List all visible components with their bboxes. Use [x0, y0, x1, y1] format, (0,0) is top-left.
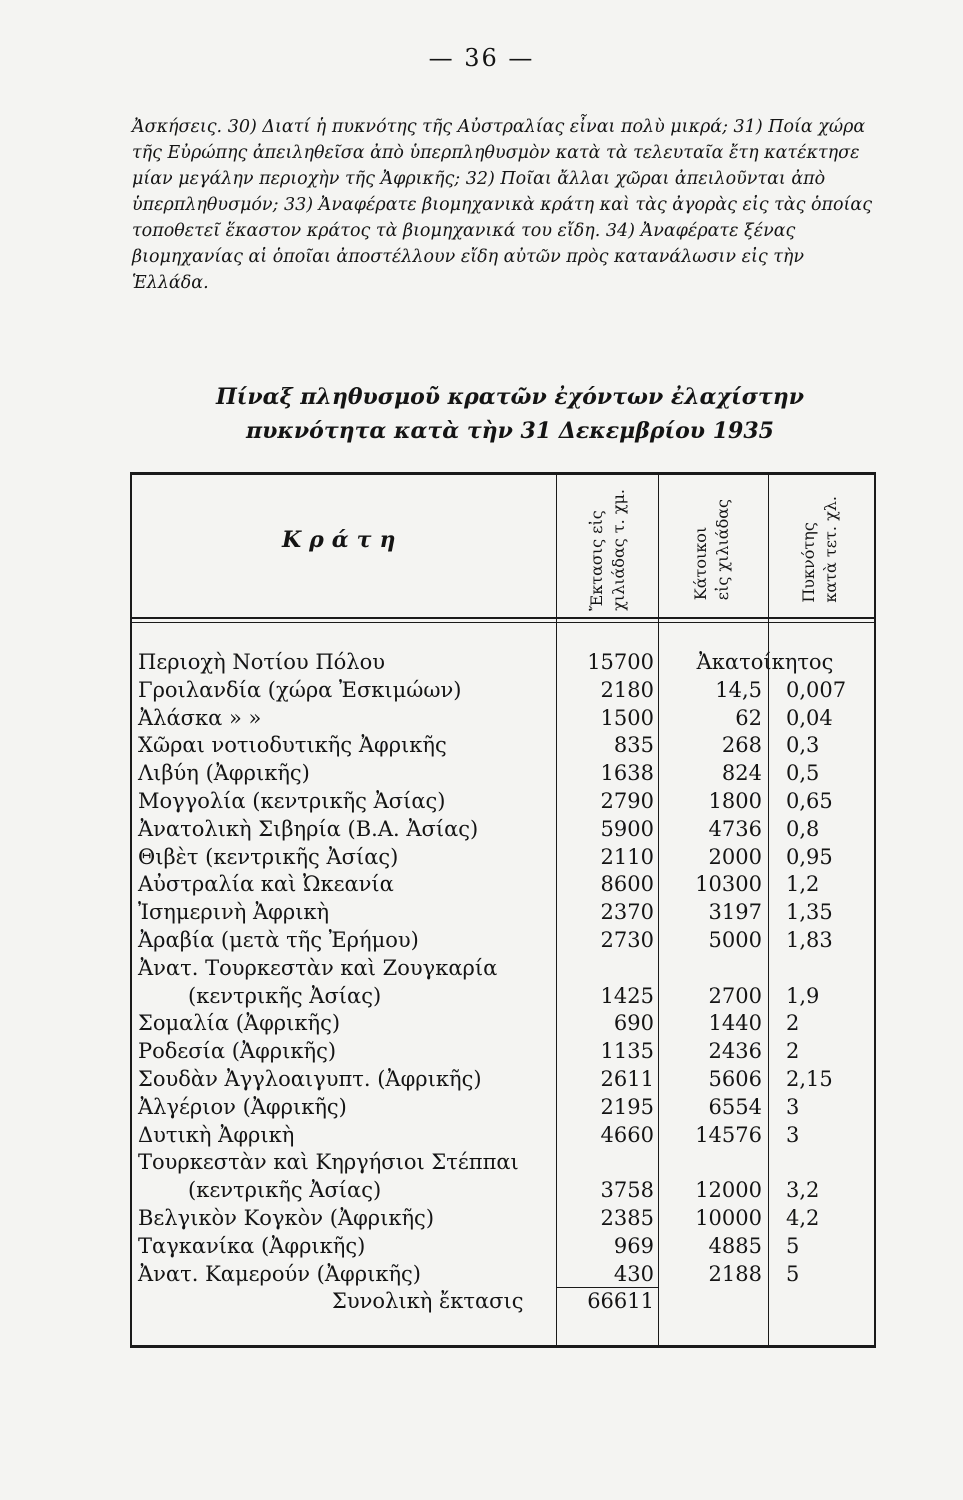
- population-value: 14576: [695, 1122, 762, 1147]
- state-name: Γροιλανδία (χώρα Ἐσκιμώων): [138, 677, 462, 702]
- table-row: [132, 1067, 874, 1095]
- area-value: 4660: [600, 1122, 654, 1147]
- population-value: 2000: [708, 844, 762, 869]
- state-name: Μογγολία (κεντρικῆς Ἀσίας): [138, 788, 446, 813]
- density-value: 3: [786, 1122, 800, 1147]
- exercises-paragraph: [132, 114, 877, 296]
- state-name: Ταγκανίκα (Ἀφρικῆς): [138, 1233, 366, 1258]
- population-value: 10300: [695, 872, 762, 897]
- header-states: Κράτη: [282, 527, 404, 553]
- area-value: 690: [613, 1011, 654, 1036]
- state-name: Βελγικὸν Κογκὸν (Ἀφρικῆς): [138, 1205, 435, 1230]
- page-number: — 36 —: [428, 44, 535, 72]
- density-value: 1,35: [786, 900, 833, 925]
- density-value: 0,5: [786, 761, 820, 786]
- population-value: 1800: [708, 788, 762, 813]
- area-value: 3758: [600, 1178, 654, 1203]
- area-value: 2790: [600, 788, 654, 813]
- population-value: 1440: [708, 1011, 762, 1036]
- header-density-text: Πυκνότης κατὰ τετ. χλ.: [799, 496, 840, 603]
- population-value: 824: [721, 761, 762, 786]
- header-area: [560, 487, 656, 612]
- table-row: [132, 1150, 874, 1178]
- exercises-lead: Ἀσκήσεις.: [132, 117, 223, 137]
- state-name: Ἀλάσκα » »: [138, 705, 262, 730]
- table-row: [132, 789, 874, 817]
- population-value: 14,5: [715, 677, 762, 702]
- state-name: Θιβὲτ (κεντρικῆς Ἀσίας): [138, 844, 399, 869]
- state-name: Αὐστραλία καὶ Ὠκεανία: [138, 872, 394, 897]
- population-table: [130, 472, 876, 1348]
- density-value: 2: [786, 1011, 800, 1036]
- state-name: Τουρκεστὰν καὶ Κηργήσιοι Στέππαι: [138, 1150, 519, 1175]
- density-value: 0,95: [786, 844, 833, 869]
- table-row: [132, 1095, 874, 1123]
- state-name: Ἀνατολικὴ Σιβηρία (Β.Α. Ἀσίας): [138, 816, 479, 841]
- state-name: Περιοχὴ Νοτίου Πόλου: [138, 650, 386, 674]
- population-value: 2700: [708, 983, 762, 1008]
- table-row: [132, 1178, 874, 1206]
- density-value: 1,2: [786, 872, 820, 897]
- population-value: 62: [735, 705, 762, 730]
- area-value: 2730: [600, 927, 654, 952]
- total-rule: [556, 1287, 658, 1288]
- density-value: 5: [786, 1261, 800, 1286]
- density-value: 5: [786, 1233, 800, 1258]
- table-row: [132, 1206, 874, 1234]
- header-area-text: Ἔκτασις εἰς χιλιάδας τ. χμ.: [587, 488, 628, 611]
- table-row: [132, 984, 874, 1012]
- table-row: [132, 706, 874, 734]
- state-name: Ἀνατ. Καμερούν (Ἀφρικῆς): [138, 1261, 421, 1286]
- state-name: Σουδὰν Ἀγγλοαιγυπτ. (Ἀφρικῆς): [138, 1066, 482, 1091]
- density-value: 4,2: [786, 1205, 820, 1230]
- area-value: 2195: [600, 1094, 654, 1119]
- population-value: 5000: [708, 927, 762, 952]
- table-row: [132, 956, 874, 984]
- table-row: [132, 900, 874, 928]
- area-value: 430: [613, 1261, 654, 1286]
- density-value: 2,15: [786, 1066, 833, 1091]
- table-row: [132, 761, 874, 789]
- population-value: 4885: [708, 1233, 762, 1258]
- table-row: [132, 845, 874, 873]
- density-value: 1,9: [786, 983, 820, 1008]
- area-value: 969: [613, 1233, 654, 1258]
- density-value: 2: [786, 1039, 800, 1064]
- area-value: 1638: [600, 761, 654, 786]
- area-value: 2385: [600, 1205, 654, 1230]
- table-title-line2: πυκνότητα κατὰ τὴν 31 Δεκεμβρίου 1935: [246, 418, 774, 444]
- table-row: [132, 733, 874, 761]
- state-name: Ἰσημερινὴ Ἀφρικὴ: [138, 900, 330, 925]
- area-value: 2611: [600, 1066, 654, 1091]
- density-value: 0,65: [786, 788, 833, 813]
- state-name: (κεντρικῆς Ἀσίας): [188, 983, 382, 1008]
- total-label: Συνολικὴ ἔκτασις: [332, 1289, 524, 1314]
- state-name: Λιβύη (Ἀφρικῆς): [138, 761, 310, 786]
- area-value: 2180: [600, 677, 654, 702]
- state-name: (κεντρικῆς Ἀσίας): [188, 1178, 382, 1203]
- population-value: 3197: [708, 900, 762, 925]
- population-value: 2436: [708, 1039, 762, 1064]
- table-row: [132, 1123, 874, 1151]
- state-name: Χῶραι νοτιοδυτικῆς Ἀφρικῆς: [138, 733, 447, 758]
- table-row: [132, 1262, 874, 1290]
- area-value: 835: [613, 733, 654, 758]
- density-value: 1,83: [786, 927, 833, 952]
- state-name: Σομαλία (Ἀφρικῆς): [138, 1011, 341, 1036]
- table-row: [132, 650, 874, 678]
- table-row: [132, 872, 874, 900]
- density-value: 0,8: [786, 816, 820, 841]
- header-rule: [132, 617, 874, 619]
- total-area: 66611: [587, 1289, 654, 1314]
- state-name: Ἀραβία (μετὰ τῆς Ἐρήμου): [138, 927, 419, 952]
- population-value: 4736: [708, 816, 762, 841]
- population-value: 2188: [708, 1261, 762, 1286]
- area-value: 2110: [600, 844, 654, 869]
- state-name: Δυτικὴ Ἀφρικὴ: [138, 1122, 295, 1147]
- exercises-text: 30) Διατί ἡ πυκνότης τῆς Αὐστραλίας εἶναι πολὺ μικρά; 31) Ποία χώρα τῆς Εὐρώπης ἀπειληθεῖσα ἀπὸ ὑπερπληθυσμὸν κατὰ τὰ τελευταῖα ἔτη κατέκτησε μίαν μεγάλην περιοχὴν τῆς Ἀφρικῆς; 32) Ποῖαι ἄλλαι χῶραι ἀπειλοῦνται ἀπὸ ὑπερπληθυσμόν; 33) Ἀναφέρατε βιομηχανικὰ κράτη καὶ τὰς ἀγορὰς εἰς τὰς ὁποίας τοποθετεῖ ἕκαστον κράτος τὰ βιομηχανικά του εἴδη. 34) Ἀναφέρατε ξένας βιομηχανίας αἱ ὁποῖαι ἀποστέλλουν εἴδη αὐτῶν πρὸς κατανάλωσιν εἰς τὴν Ἑλλάδα.: [132, 117, 873, 293]
- table-row: [132, 1234, 874, 1262]
- area-value: 8600: [600, 872, 654, 897]
- header-population-text: Κάτοικοι εἰς χιλιάδας: [691, 498, 732, 601]
- state-name: Ροδεσία (Ἀφρικῆς): [138, 1039, 337, 1064]
- table-body: [132, 650, 874, 1317]
- header-population: [664, 487, 760, 612]
- table-row: [132, 1011, 874, 1039]
- density-value: 0,007: [786, 677, 847, 702]
- population-value: 6554: [708, 1094, 762, 1119]
- density-value: 0,3: [786, 733, 820, 758]
- population-value: 12000: [695, 1178, 762, 1203]
- area-value: 5900: [600, 816, 654, 841]
- population-value: 268: [721, 733, 762, 758]
- density-value: 3: [786, 1094, 800, 1119]
- density-value: 0,04: [786, 705, 833, 730]
- state-name: Ἀνατ. Τουρκεστὰν καὶ Ζουγκαρία: [138, 955, 498, 980]
- table-row: [132, 817, 874, 845]
- area-value: 15700: [587, 650, 654, 674]
- area-value: 2370: [600, 900, 654, 925]
- area-value: 1425: [600, 983, 654, 1008]
- table-title-line1: Πίναξ πληθυσμοῦ κρατῶν ἐχόντων ἐλαχίστην: [215, 384, 804, 410]
- density-value: 3,2: [786, 1178, 820, 1203]
- area-value: 1135: [600, 1039, 654, 1064]
- table-row: [132, 928, 874, 956]
- state-name: Ἀλγέριον (Ἀφρικῆς): [138, 1094, 347, 1119]
- area-value: 1500: [600, 705, 654, 730]
- table-row: [132, 678, 874, 706]
- population-value: 10000: [695, 1205, 762, 1230]
- total-row: [132, 1289, 874, 1317]
- table-row: [132, 1039, 874, 1067]
- header-rule: [132, 622, 874, 623]
- header-density: [772, 487, 868, 612]
- population-value: Ἀκατοίκητος: [696, 650, 834, 674]
- population-value: 5606: [708, 1066, 762, 1091]
